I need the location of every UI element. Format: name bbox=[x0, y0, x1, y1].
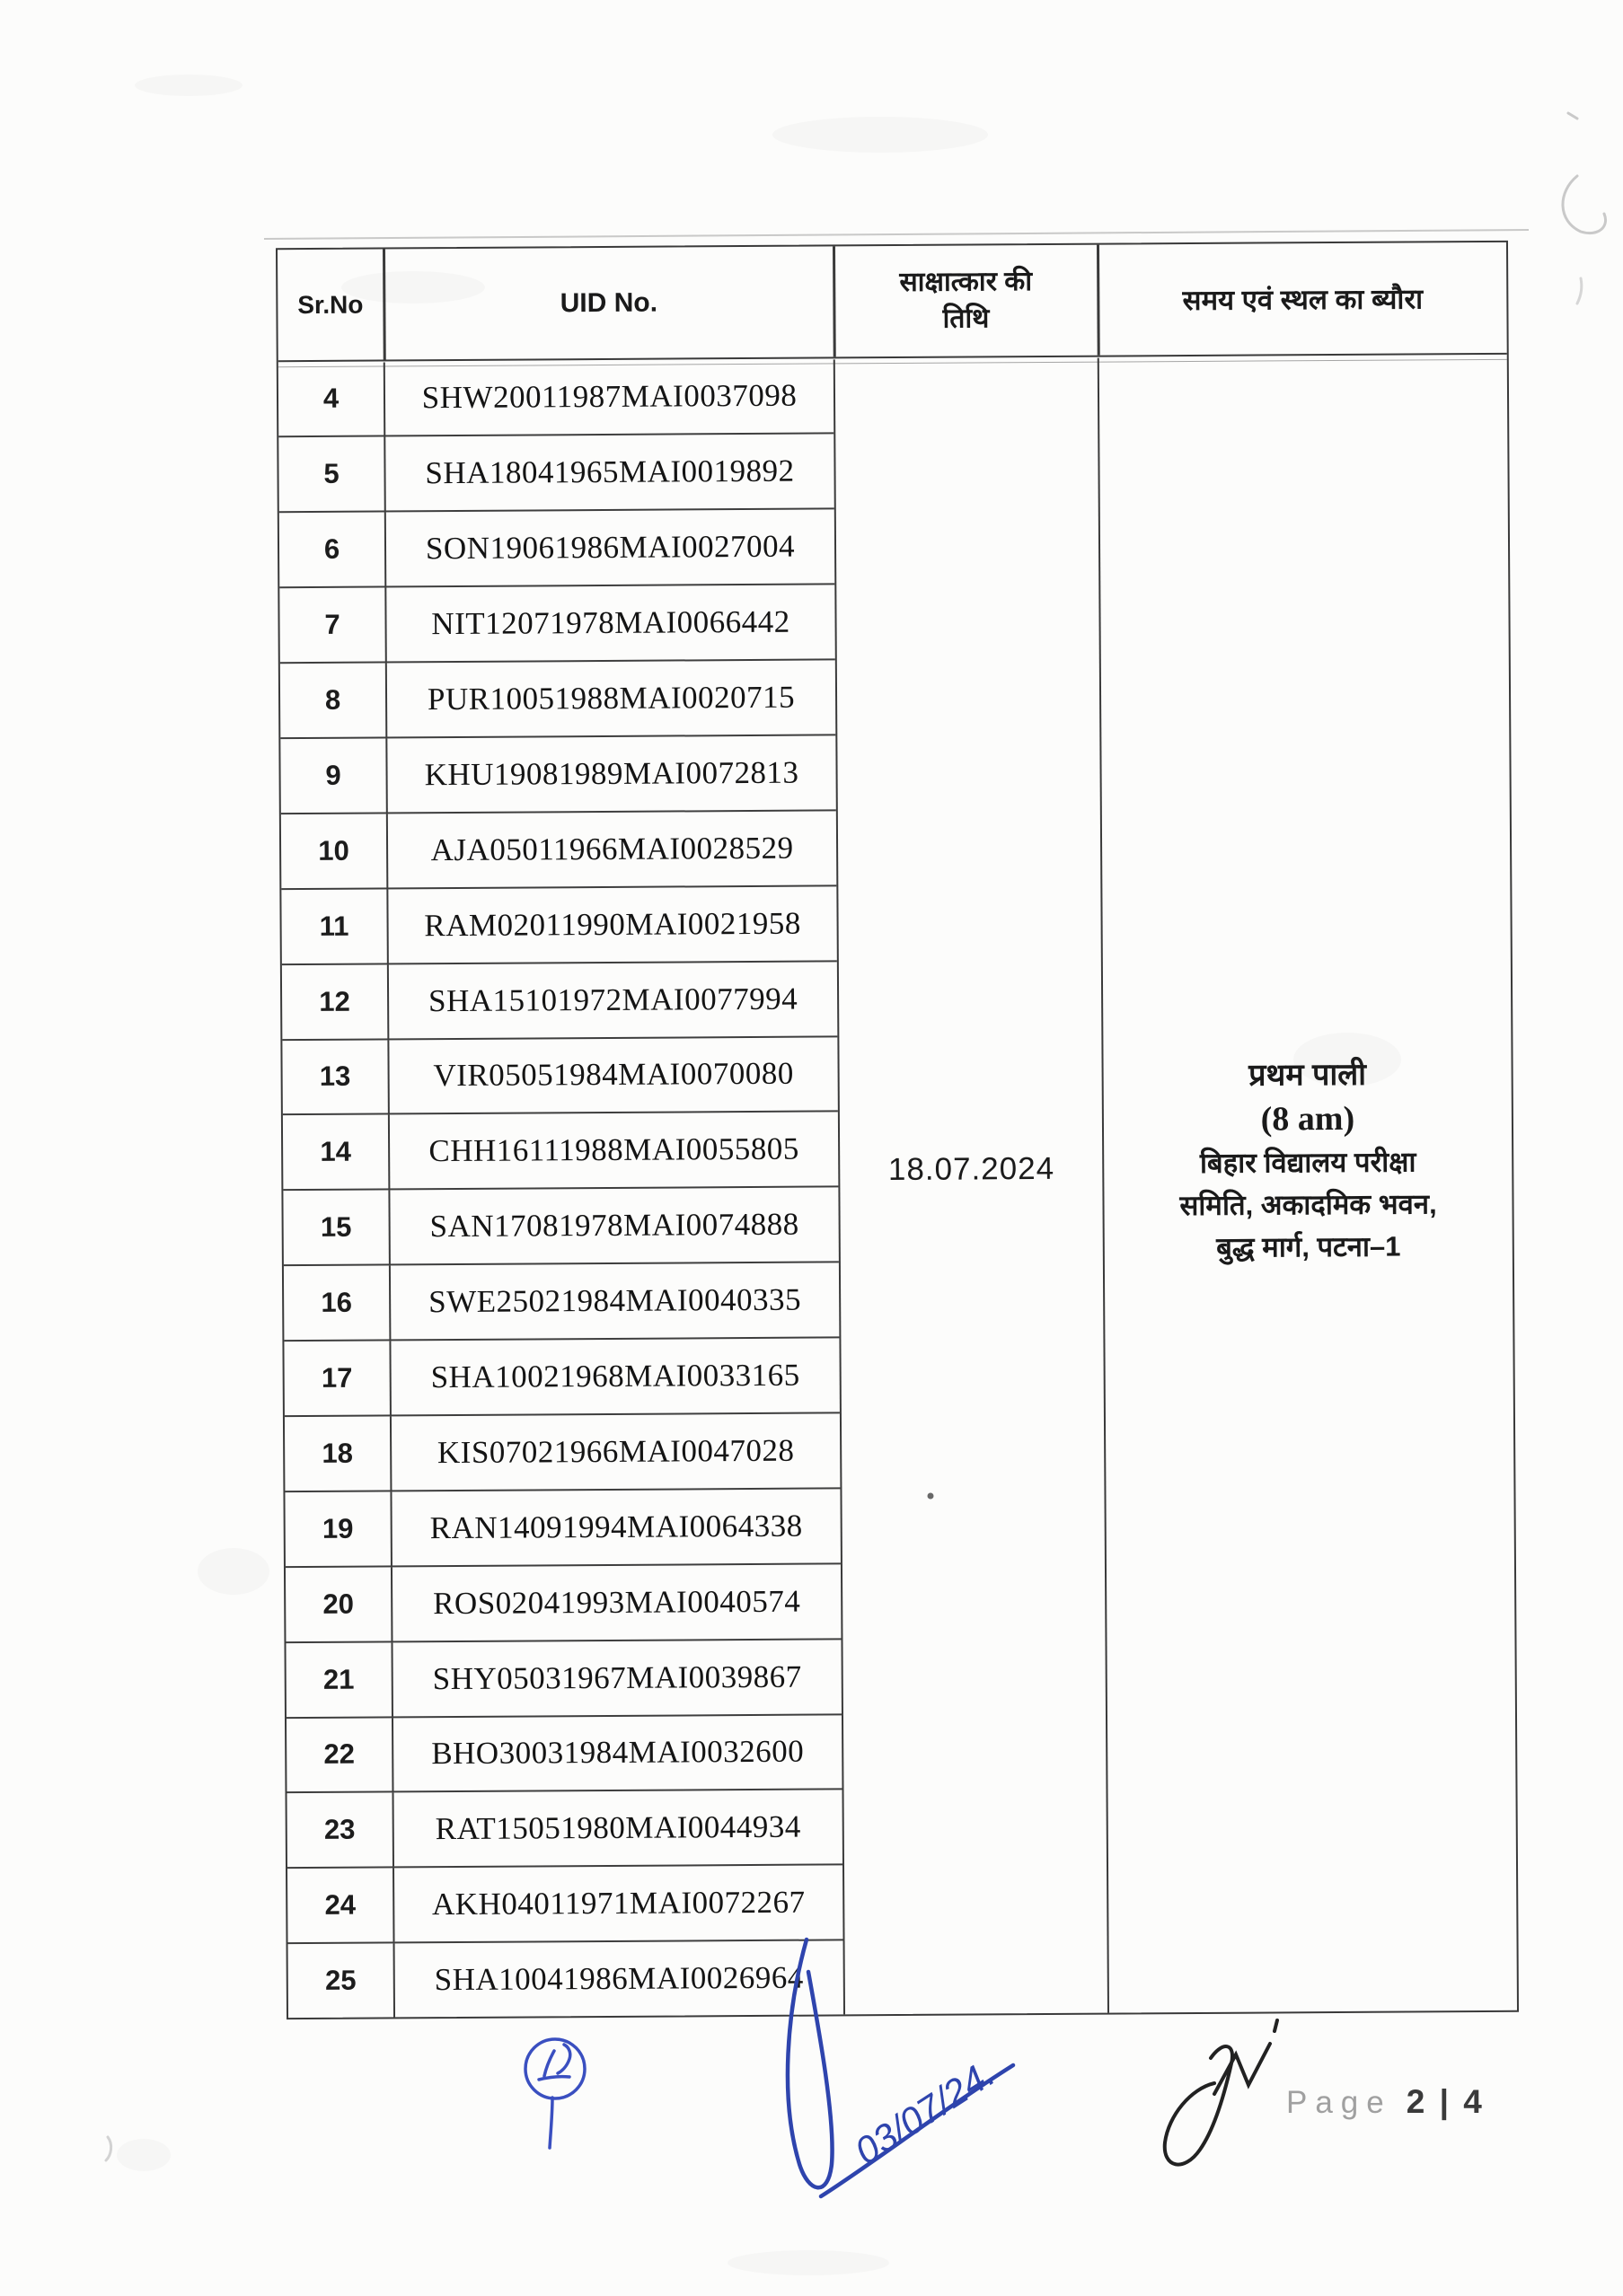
table-row bbox=[279, 585, 835, 664]
row-uid: RAM02011990MAI0021958 bbox=[424, 905, 801, 943]
header-srno bbox=[278, 249, 384, 360]
scan-line-artifact bbox=[264, 230, 1529, 239]
row-uid: SAN17081978MAI0074888 bbox=[429, 1206, 799, 1245]
row-srno: 14 bbox=[283, 1115, 390, 1190]
row-uid: SWE25021984MAI0040335 bbox=[428, 1281, 802, 1320]
row-uid: SHW20011987MAI0037098 bbox=[421, 378, 798, 416]
row-srno: 7 bbox=[279, 588, 386, 663]
initials-stamp-blue bbox=[525, 2039, 585, 2148]
table-row bbox=[280, 735, 836, 814]
table-body bbox=[278, 355, 1517, 2018]
row-srno: 13 bbox=[282, 1040, 389, 1114]
row-uid: ROS02041993MAI0040574 bbox=[433, 1583, 801, 1621]
row-srno: 17 bbox=[284, 1342, 391, 1416]
header-venue bbox=[1098, 242, 1507, 356]
table-row bbox=[282, 1037, 838, 1116]
row-uid: SHY05031967MAI0039867 bbox=[432, 1658, 802, 1696]
venue-shift: प्रथम पाली bbox=[1248, 1057, 1367, 1093]
row-srno: 4 bbox=[278, 362, 385, 436]
row-uid: CHH16111988MAI0055805 bbox=[428, 1131, 799, 1169]
venue-line-2: समिति, अकादमिक भवन, bbox=[1179, 1188, 1437, 1221]
row-uid: RAT15051980MAI0044934 bbox=[435, 1809, 801, 1847]
row-srno: 18 bbox=[285, 1416, 392, 1491]
signature-black bbox=[1165, 2020, 1277, 2165]
row-uid: AKH04011971MAI0072267 bbox=[431, 1884, 806, 1922]
header-uid bbox=[384, 246, 834, 359]
header-uid-label: UID No. bbox=[560, 287, 658, 318]
row-uid: SON19061986MAI0027004 bbox=[425, 528, 796, 567]
row-srno: 21 bbox=[286, 1642, 393, 1717]
row-srno: 10 bbox=[281, 814, 388, 888]
table-header-row bbox=[278, 242, 1507, 362]
table-row bbox=[282, 962, 838, 1041]
row-uid: NIT12071978MAI0066442 bbox=[431, 603, 790, 642]
row-uid: BHO30031984MAI0032600 bbox=[431, 1734, 805, 1772]
row-uid: SHA10021968MAI0033165 bbox=[430, 1357, 800, 1395]
row-srno: 15 bbox=[283, 1191, 390, 1265]
row-srno: 9 bbox=[280, 738, 387, 813]
table-row bbox=[284, 1338, 840, 1417]
row-uid: RAN14091994MAI0064338 bbox=[429, 1508, 803, 1545]
table-row bbox=[279, 510, 835, 589]
row-srno: 25 bbox=[288, 1944, 395, 2019]
row-uid: AJA05011966MAI0028529 bbox=[430, 830, 794, 867]
header-date-line2: तिथि bbox=[942, 303, 990, 334]
table-row bbox=[286, 1564, 842, 1643]
row-srno: 19 bbox=[285, 1491, 392, 1566]
row-srno: 8 bbox=[280, 664, 387, 738]
row-srno: 23 bbox=[287, 1793, 394, 1868]
table-row bbox=[287, 1715, 842, 1794]
row-uid: PUR10051988MAI0020715 bbox=[427, 679, 796, 717]
row-srno: 11 bbox=[281, 889, 388, 963]
table-row bbox=[286, 1640, 842, 1719]
interview-date-cell bbox=[835, 357, 1109, 2014]
row-srno: 16 bbox=[284, 1266, 391, 1341]
venue-line-1: बिहार विद्यालय परीक्षा bbox=[1199, 1146, 1416, 1179]
header-venue-label: समय एवं स्थल का ब्यौरा bbox=[1182, 282, 1424, 316]
row-uid: KHU19081989MAI0072813 bbox=[424, 754, 799, 793]
table-row bbox=[284, 1263, 840, 1342]
venue-cell bbox=[1099, 355, 1517, 2012]
row-uid: KIS07021966MAI0047028 bbox=[437, 1432, 795, 1471]
table-row bbox=[287, 1866, 843, 1945]
row-srno: 5 bbox=[278, 437, 385, 512]
row-srno: 20 bbox=[286, 1567, 393, 1641]
row-uid: VIR05051984MAI0070080 bbox=[433, 1056, 794, 1094]
interview-date: 18.07.2024 bbox=[887, 1151, 1055, 1188]
page-number: 2 | 4 bbox=[1406, 2083, 1485, 2120]
header-date-line1: साक्षात्कार की bbox=[899, 267, 1033, 297]
table-row bbox=[283, 1113, 839, 1192]
row-srno: 6 bbox=[279, 513, 386, 587]
table-row bbox=[278, 435, 834, 514]
row-srno: 24 bbox=[287, 1869, 394, 1943]
header-date bbox=[834, 245, 1098, 357]
table-row bbox=[287, 1790, 843, 1869]
venue-line-3: बुद्ध मार्ग, पटना–1 bbox=[1216, 1230, 1401, 1263]
table-row bbox=[281, 811, 837, 890]
table-row bbox=[285, 1413, 841, 1492]
signature-date: 03/07/24. bbox=[847, 2051, 1002, 2173]
table-row bbox=[283, 1188, 839, 1267]
page-footer bbox=[1286, 2083, 1485, 2121]
row-uid: SHA10041986MAI0026964 bbox=[434, 1959, 804, 1998]
venue-details bbox=[1178, 1052, 1437, 1269]
venue-time: (8 am) bbox=[1260, 1099, 1355, 1139]
row-srno: 22 bbox=[287, 1718, 393, 1792]
row-uid: SHA18041965MAI0019892 bbox=[425, 453, 795, 491]
interview-schedule-table bbox=[276, 241, 1519, 2019]
header-srno-label: Sr.No bbox=[297, 290, 364, 319]
table-body-rows bbox=[278, 359, 845, 2018]
table-row bbox=[288, 1941, 843, 2019]
row-srno: 12 bbox=[282, 964, 389, 1039]
table-row bbox=[281, 886, 837, 965]
page-word: Page bbox=[1286, 2085, 1392, 2120]
table-row bbox=[278, 359, 834, 438]
row-uid: SHA15101972MAI0077994 bbox=[428, 981, 798, 1018]
table-row bbox=[280, 660, 836, 739]
table-row bbox=[285, 1489, 841, 1568]
